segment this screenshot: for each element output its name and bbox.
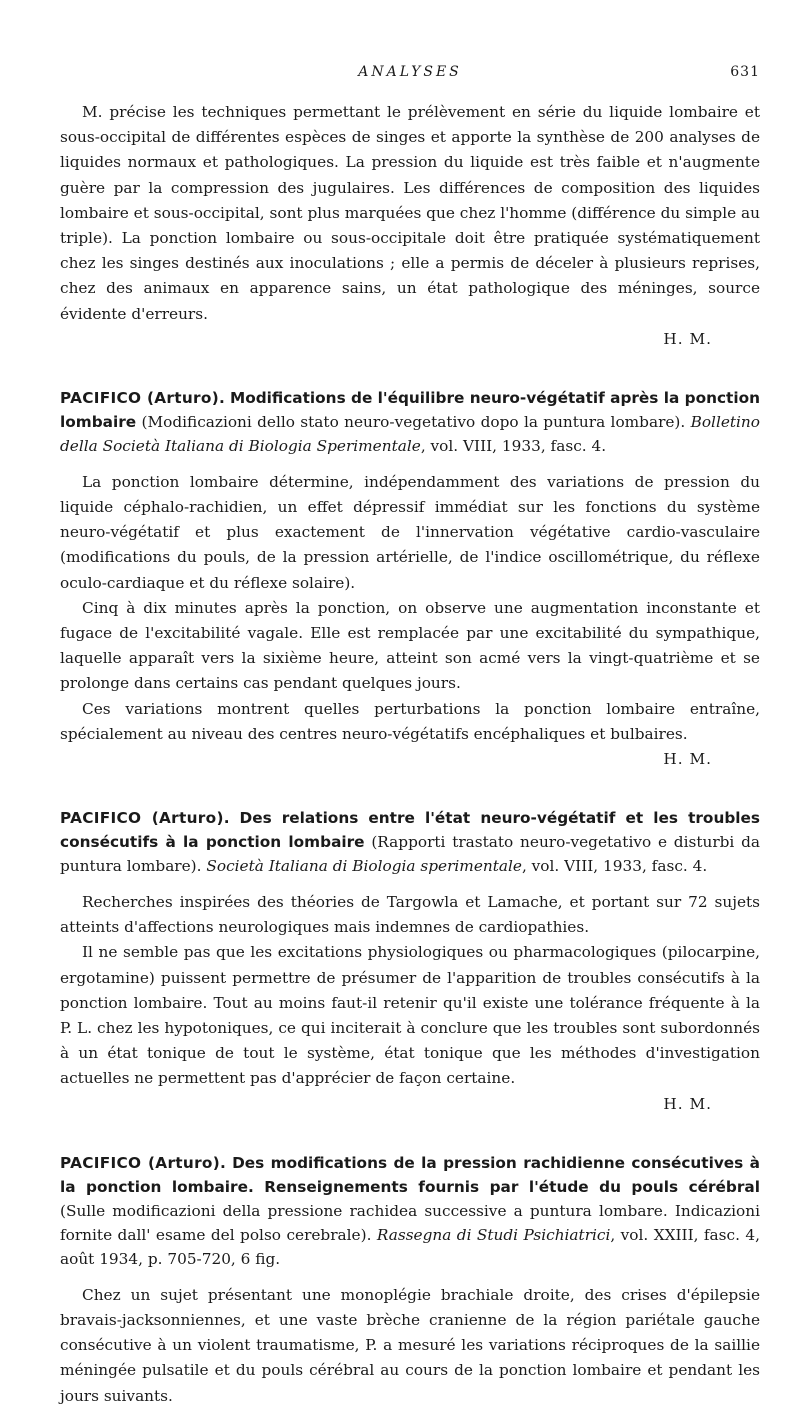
entry-3-paragraph-1: Chez un sujet présentant une monoplégie brachiale droite, des crises d'épilepsie bravais-jacksonniennes, et une vaste brèche cranienne de la région pariétale gauche consécutive à un violent traumatisme, P. a mesuré les variations réciproques de la saillie méningée pulsatile et du pouls cérébral au cours de la ponction lombaire et pendant les jours suivants. (60, 1285, 760, 1405)
entry-2-signature: H. M. (663, 1094, 712, 1113)
entry-2-paragraph-1: Recherches inspirées des théories de Targowla et Lamache, et portant sur 72 sujets atteints d'affections neurologiques mais indemnes de cardiopathies. (60, 893, 760, 937)
entry-3-translation: (Sulle modificazioni della pressione rachidea successive a puntura lombare. Indicazioni fornite dall' esame del polso cerebrale). (60, 1201, 760, 1244)
intro-section (60, 100, 760, 352)
running-title: ANALYSES (358, 64, 462, 80)
document-page (60, 0, 760, 1409)
entry-3-title: Des modifications de la pression rachidienne consécutives à la ponction lombaire. Renseignements fournis par l'étude du pouls cérébral (60, 1153, 760, 1196)
entry-1-author: PACIFICO (Arturo). (60, 388, 226, 407)
entry-1-paragraph-2: Cinq à dix minutes après la ponction, on observe une augmentation inconstante et fugace de l'excitabilité vagale. Elle est remplacée par une excitabilité du sympathique, laquelle apparaît vers la sixième heure, atteint son acmé vers la vingt-quatrième et se prolonge dans certains cas pendant quelques jours. (60, 598, 760, 693)
entry-1-citation: , vol. VIII, 1933, fasc. 4. (420, 436, 607, 455)
entry-2-translation: (Rapporti trastato neuro-vegetativo e disturbi da puntura lombare). (60, 833, 760, 876)
entry-1-signature: H. M. (663, 750, 712, 769)
page-number: 631 (730, 64, 760, 80)
intro-signature: H. M. (663, 329, 712, 348)
entry-1-title: Modifications de l'équilibre neuro-végétatif après la ponction lombaire (60, 388, 761, 431)
entry-2-journal: Società Italiana di Biologia sperimentale (206, 857, 522, 876)
running-header (60, 60, 760, 100)
entry-3-heading (60, 1151, 760, 1271)
entry-1-heading (60, 386, 760, 458)
entry-1-paragraph-1: La ponction lombaire détermine, indépendamment des variations de pression du liquide céphalo-rachidien, un effet dépressif immédiat sur les fonctions du système neuro-végétatif et plus exactement de l'innervation végétative cardio-vasculaire (modifications du pouls, de la pression artérielle, de l'indice oscillométrique, du réflexe oculo-cardiaque et du réflexe solaire). (60, 472, 760, 592)
entry-2-title: Des relations entre l'état neuro-végétatif et les troubles consécutifs à la ponction lombaire (60, 809, 761, 852)
entry-3-journal: Rassegna di Studi Psichiatrici (376, 1225, 611, 1244)
entry-2-heading (60, 806, 760, 878)
entry-2-author: PACIFICO (Arturo). (60, 809, 230, 828)
abstract-entry-2 (60, 806, 760, 1117)
entry-1-journal: Bolletino della Società Italiana di Biologia Sperimentale (60, 412, 760, 455)
intro-paragraph: M. précise les techniques permettant le prélèvement en série du liquide lombaire et sous-occipital de différentes espèces de singes et apporte la synthèse de 200 analyses de liquides normaux et pathologiques. La pression du liquide est très faible et n'augmente guère par la compression des jugulaires. Les différences de composition des liquides lombaire et sous-occipital, sont plus marquées que chez l'homme (différence du simple au triple). La ponction lombaire ou sous-occipitale doit être pratiquée systématiquement chez les singes destinés aux inoculations ; elle a permis de déceler à plusieurs reprises, chez des animaux en apparence sains, un état pathologique des méninges, source évidente d'erreurs. (60, 103, 760, 323)
entry-3-author: PACIFICO (Arturo). (60, 1153, 227, 1172)
abstract-entry-1 (60, 386, 760, 772)
entry-2-citation: , vol. VIII, 1933, fasc. 4. (521, 857, 708, 876)
entry-2-paragraph-2: Il ne semble pas que les excitations physiologiques ou pharmacologiques (pilocarpine, ergotamine) puissent permettre de présumer de l'apparition de troubles consécutifs à la ponction lombaire. Tout au moins faut-il retenir qu'il existe une tolérance fréquente à la P. L. chez les hypotoniques, ce qui inciterait à conclure que les troubles sont subordonnés à un état tonique de tout le système, état tonique que les méthodes d'investigation actuelles ne permettent pas d'apprécier de façon certaine. (60, 943, 760, 1088)
abstract-entry-3 (60, 1151, 760, 1409)
entry-1-translation: (Modificazioni dello stato neuro-vegetativo dopo la puntura lombare). (136, 412, 691, 431)
entry-3-citation: , vol. XXIII, fasc. 4, août 1934, p. 705-720, 6 fig. (60, 1225, 760, 1268)
entry-1-paragraph-3: Ces variations montrent quelles perturbations la ponction lombaire entraîne, spécialement au niveau des centres neuro-végétatifs encéphaliques et bulbaires. (60, 699, 760, 743)
